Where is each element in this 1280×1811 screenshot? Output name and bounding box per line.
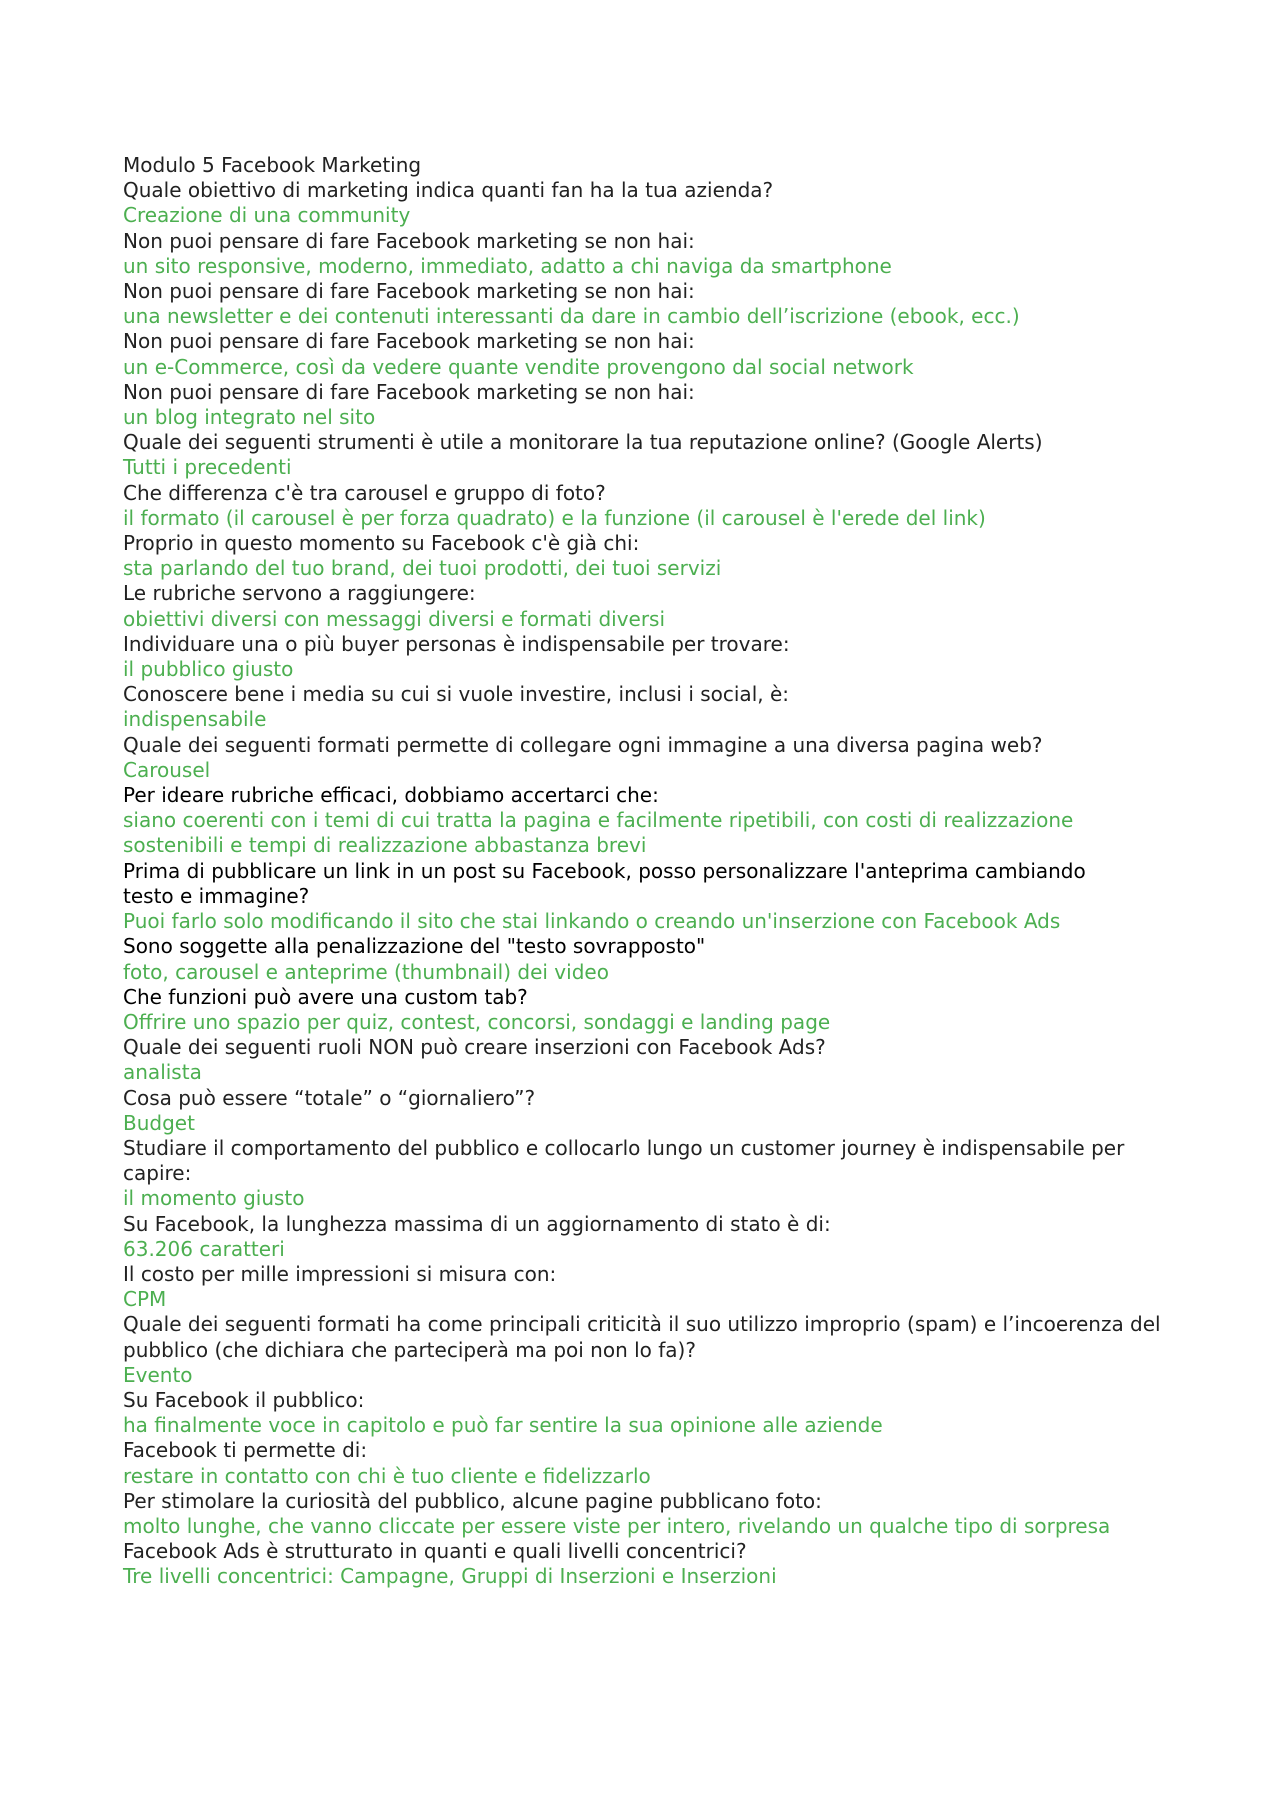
answer-text: 63.206 caratteri <box>123 1236 285 1261</box>
question-text: Le rubriche servono a raggiungere: <box>123 581 476 606</box>
answer-text: Creazione di una community <box>123 203 411 228</box>
question-text: Facebook Ads è strutturato in quanti e quali livelli concentrici? <box>123 1539 747 1564</box>
question-text: Quale dei seguenti ruoli NON può creare inserzioni con Facebook Ads? <box>123 1035 826 1060</box>
question-text: Non puoi pensare di fare Facebook marketing se non hai: <box>123 379 695 404</box>
question-text: Studiare il comportamento del pubblico e collocarlo lungo un customer journey è indispensabile per capire: <box>123 1135 1131 1186</box>
question-text: Conoscere bene i media su cui si vuole investire, inclusi i social, è: <box>123 682 790 707</box>
document-page <box>123 153 1173 1590</box>
answer-text: foto, carousel e anteprime (thumbnail) dei video <box>123 959 609 984</box>
question-text: Quale dei seguenti formati permette di collegare ogni immagine a una diversa pagina web? <box>123 732 1043 757</box>
answer-text: un e-Commerce, così da vedere quante vendite provengono dal social network <box>123 354 914 379</box>
question-text: Per ideare rubriche efficaci, dobbiamo accertarci che: <box>123 783 659 808</box>
answer-text: analista <box>123 1060 202 1085</box>
answer-text: siano coerenti con i temi di cui tratta la pagina e facilmente ripetibili, con costi di realizzazione sostenibili e tempi di realizzazione abbastanza brevi <box>123 808 1080 858</box>
question-text: Sono soggette alla penalizzazione del "testo sovrapposto" <box>123 934 706 959</box>
answer-text: obiettivi diversi con messaggi diversi e formati diversi <box>123 606 666 631</box>
answer-text: Offrire uno spazio per quiz, contest, concorsi, sondaggi e landing page <box>123 1009 831 1034</box>
answer-text: Budget <box>123 1110 195 1135</box>
question-text: Proprio in questo momento su Facebook c'è già chi: <box>123 531 640 556</box>
question-text: Su Facebook, la lunghezza massima di un aggiornamento di stato è di: <box>123 1211 831 1236</box>
question-text: Prima di pubblicare un link in un post su Facebook, posso personalizzare l'anteprima cambiando testo e immagine? <box>123 858 1086 908</box>
answer-text: un sito responsive, moderno, immediato, adatto a chi naviga da smartphone <box>123 253 892 278</box>
answer-text: un blog integrato nel sito <box>123 405 376 430</box>
answer-text: sta parlando del tuo brand, dei tuoi prodotti, dei tuoi servizi <box>123 556 722 581</box>
question-text: Quale obiettivo di marketing indica quanti fan ha la tua azienda? <box>123 178 774 203</box>
question-text: Per stimolare la curiosità del pubblico, alcune pagine pubblicano foto: <box>123 1488 822 1513</box>
question-text: Quale dei seguenti formati ha come principali criticità il suo utilizzo improprio (spam) e l’incoerenza del pubblico (che dichiara che parteciperà ma poi non lo fa)? <box>123 1312 1167 1362</box>
question-text: Che differenza c'è tra carousel e gruppo di foto? <box>123 480 606 505</box>
answer-text: restare in contatto con chi è tuo cliente e fidelizzarlo <box>123 1463 651 1488</box>
answer-text: una newsletter e dei contenuti interessanti da dare in cambio dell’iscrizione (ebook, ecc.) <box>123 304 1020 329</box>
answer-text: ha finalmente voce in capitolo e può far sentire la sua opinione alle aziende <box>123 1413 883 1438</box>
answer-text: il momento giusto <box>123 1186 305 1211</box>
question-text: Su Facebook il pubblico: <box>123 1387 365 1412</box>
answer-text: CPM <box>123 1287 167 1312</box>
question-text: Che funzioni può avere una custom tab? <box>123 984 528 1009</box>
answer-text: Tre livelli concentrici: Campagne, Gruppi di Inserzioni e Inserzioni <box>123 1564 777 1589</box>
document-title: Modulo 5 Facebook Marketing <box>123 153 422 177</box>
answer-text: indispensabile <box>123 707 267 732</box>
question-text: Facebook ti permette di: <box>123 1438 368 1463</box>
answer-text: molto lunghe, che vanno cliccate per essere viste per intero, rivelando un qualche tipo di sorpresa <box>123 1513 1111 1538</box>
answer-text: Puoi farlo solo modificando il sito che stai linkando o creando un'inserzione con Facebook Ads <box>123 909 1061 934</box>
answer-text: il pubblico giusto <box>123 657 294 682</box>
answer-text: Carousel <box>123 757 211 782</box>
question-text: Non puoi pensare di fare Facebook marketing se non hai: <box>123 279 695 304</box>
question-text: Il costo per mille impressioni si misura con: <box>123 1261 557 1286</box>
question-text: Non puoi pensare di fare Facebook marketing se non hai: <box>123 228 695 253</box>
question-text: Non puoi pensare di fare Facebook marketing se non hai: <box>123 329 695 354</box>
answer-text: il formato (il carousel è per forza quadrato) e la funzione (il carousel è l'erede del link) <box>123 505 986 530</box>
question-text: Quale dei seguenti strumenti è utile a monitorare la tua reputazione online? (Google Alerts) <box>123 430 1043 455</box>
answer-text: Evento <box>123 1362 193 1387</box>
answer-text: Tutti i precedenti <box>123 455 292 480</box>
question-text: Cosa può essere “totale” o “giornaliero”? <box>123 1085 536 1110</box>
question-text: Individuare una o più buyer personas è indispensabile per trovare: <box>123 631 790 656</box>
qa-list <box>123 178 1173 1589</box>
